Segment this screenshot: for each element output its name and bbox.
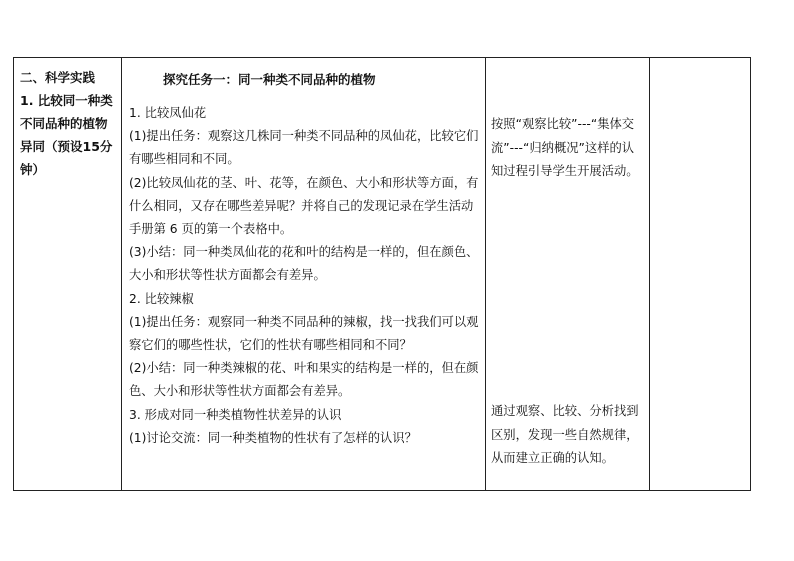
section-cell (14, 58, 121, 490)
process-line: 3. 形成对同一种类植物性状差异的认识 (129, 407, 342, 422)
design-notes-cell (485, 58, 649, 490)
remarks-cell (649, 58, 752, 490)
process-line: (2)比较凤仙花的茎、叶、花等，在颜色、大小和形状等方面，有什么相同，又存在哪些差异呢？并将自己的发现记录在学生活动手册第 6 页的第一个表格中。 (129, 175, 479, 237)
process-line: (1)提出任务：观察这几株同一种类不同品种的凤仙花，比较它们有哪些相同和不同。 (129, 129, 479, 167)
process-line: (1)讨论交流：同一种类植物的性状有了怎样的认识？ (129, 430, 417, 445)
section-heading: 二、科学实践 (20, 70, 96, 85)
process-cell (121, 58, 485, 490)
design-note: 按照“观察比较”---“集体交流”---“归纳概况”这样的认知过程引导学生开展活动。 (491, 117, 639, 178)
process-line: 1. 比较凤仙花 (129, 106, 207, 120)
process-line: (2)小结：同一种类辣椒的花、叶和果实的结构是一样的，但在颜色、大小和形状等性状方面都会有差异。 (129, 361, 479, 399)
process-line: 2. 比较辣椒 (129, 291, 194, 306)
activity-title: 1. 比较同一种类不同品种的植物异同（预设15分钟） (20, 93, 113, 177)
task-title: 探究任务一：同一种类不同品种的植物 (163, 72, 376, 87)
lesson-table (13, 57, 751, 491)
process-line: (3)小结：同一种类凤仙花的花和叶的结构是一样的，但在颜色、大小和形状等性状方面都会有差异。 (129, 245, 479, 283)
process-line: (1)提出任务：观察同一种类不同品种的辣椒，找一找我们可以观察它们的哪些性状，它们的性状有哪些相同和不同？ (129, 314, 479, 353)
design-note: 通过观察、比较、分析找到区别，发现一些自然规律，从而建立正确的认知。 (491, 404, 639, 465)
